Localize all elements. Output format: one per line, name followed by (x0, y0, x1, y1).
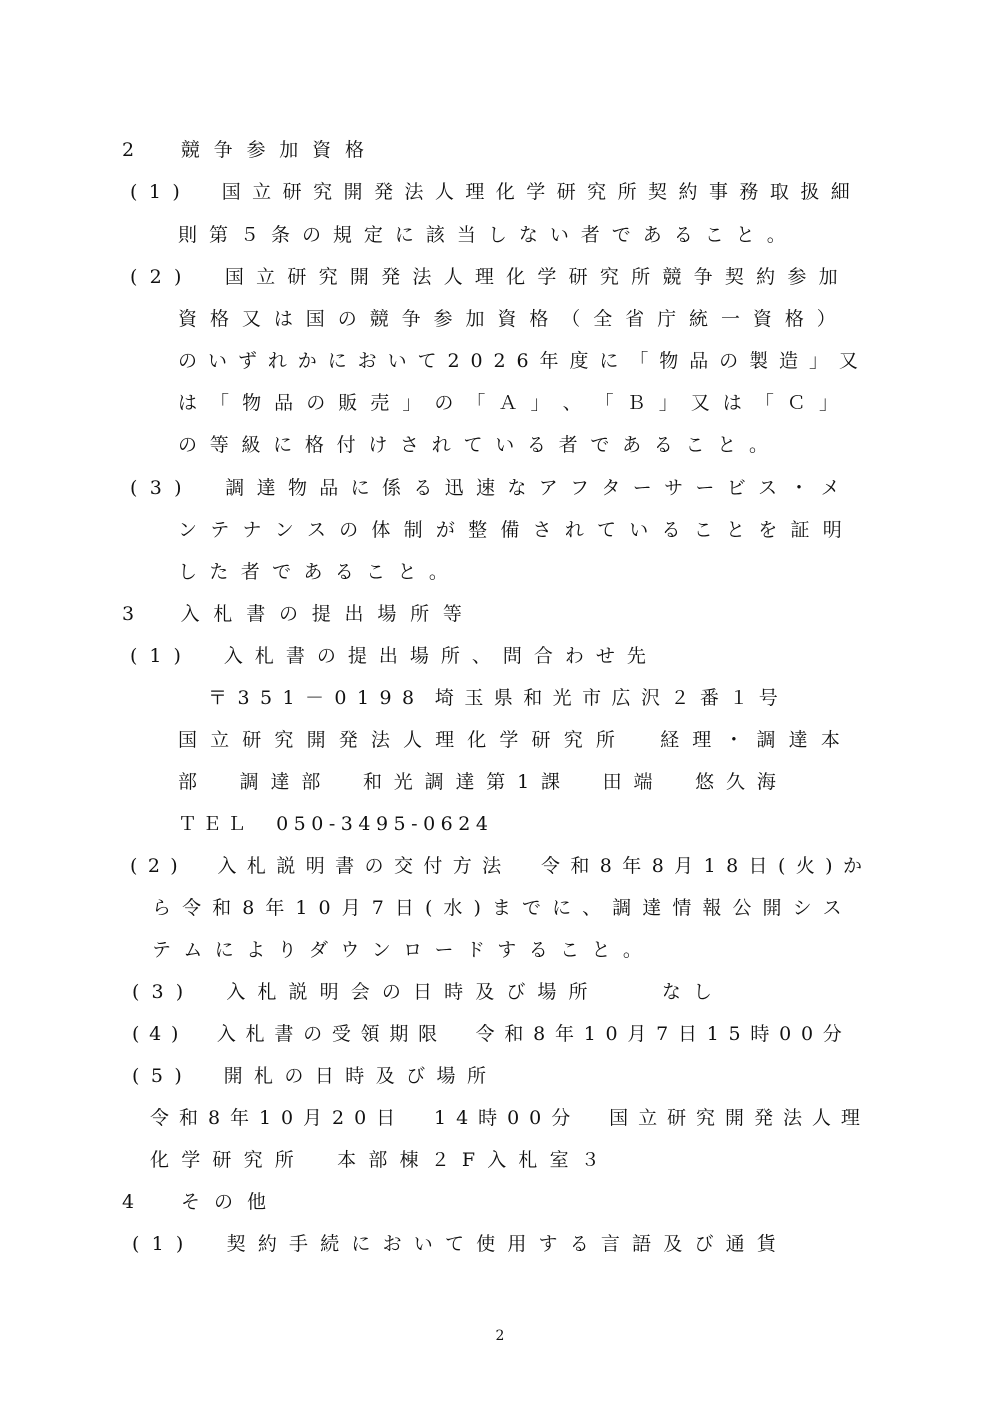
paragraph-line: ( 3 ) 調 達 物 品 に 係 る 迅 速 な ア フ タ ー サ ー ビ ス ・ メ (130, 477, 840, 499)
paragraph-line: ( 3 ) 入 札 説 明 会 の 日 時 及 び 場 所 な し (132, 981, 712, 1003)
paragraph-line: は 「 物 品 の 販 売 」 の 「 Ａ 」 、 「 Ｂ 」 又 は 「 Ｃ 」 (178, 392, 838, 414)
section-heading: 2 競 争 参 加 資 格 (122, 139, 364, 161)
paragraph-line: の い ず れ か に お い て 2 0 2 6 年 度 に 「 物 品 の 製 造 」 又 (178, 350, 858, 372)
paragraph-line: 則 第 ５ 条 の 規 定 に 該 当 し な い 者 で あ る こ と 。 (178, 224, 786, 246)
paragraph-line: ( 1 ) 入 札 書 の 提 出 場 所 、 問 合 わ せ 先 (130, 645, 646, 667)
paragraph-line: の 等 級 に 格 付 け さ れ て い る 者 で あ る こ と 。 (178, 434, 768, 456)
paragraph-line: ( 5 ) 開 札 の 日 時 及 び 場 所 (132, 1065, 486, 1087)
paragraph-line: ン テ ナ ン ス の 体 制 が 整 備 さ れ て い る こ と を 証 明 (178, 519, 842, 541)
paragraph-line: し た 者 で あ る こ と 。 (178, 561, 448, 583)
paragraph-line: ( 1 ) 契 約 手 続 に お い て 使 用 す る 言 語 及 び 通 貨 (132, 1233, 776, 1255)
paragraph-line: 化 学 研 究 所 本 部 棟 ２ F 入 札 室 ３ (150, 1149, 600, 1171)
address-line: 部 調 達 部 和 光 調 達 第 1 課 田 端 悠 久 海 (178, 771, 776, 793)
paragraph-line: ( 4 ) 入 札 書 の 受 領 期 限 令 和 8 年 1 0 月 7 日 1 5 時 0 0 分 (132, 1023, 842, 1045)
paragraph-line: ( 1 ) 国 立 研 究 開 発 法 人 理 化 学 研 究 所 契 約 事 務 取 扱 細 (130, 181, 850, 203)
address-line: 〒 3 5 1 － 0 1 9 8 埼 玉 県 和 光 市 広 沢 ２ 番 １ 号 (208, 687, 778, 709)
page-number: 2 (495, 1328, 505, 1344)
paragraph-line: 令 和 8 年 1 0 月 2 0 日 1 4 時 0 0 分 国 立 研 究 開 発 法 人 理 (150, 1107, 860, 1129)
phone-line: Ｔ Ｅ Ｌ 0 5 0 - 3 4 9 5 - 0 6 2 4 (178, 813, 488, 835)
section-heading: 3 入 札 書 の 提 出 場 所 等 (122, 603, 462, 625)
paragraph-line: 資 格 又 は 国 の 競 争 参 加 資 格 （ 全 省 庁 統 一 資 格 ） (178, 308, 836, 330)
address-line: 国 立 研 究 開 発 法 人 理 化 学 研 究 所 経 理 ・ 調 達 本 (178, 729, 840, 751)
paragraph-line: ( 2 ) 入 札 説 明 書 の 交 付 方 法 令 和 8 年 8 月 1 8 日 ( 火 ) か (130, 855, 862, 877)
section-heading: 4 そ の 他 (122, 1191, 266, 1213)
paragraph-line: ( 2 ) 国 立 研 究 開 発 法 人 理 化 学 研 究 所 競 争 契 約 参 加 (130, 266, 838, 288)
paragraph-line: テ ム に よ り ダ ウ ン ロ ー ド す る こ と 。 (152, 939, 642, 961)
paragraph-line: ら 令 和 8 年 1 0 月 7 日 ( 水 ) ま で に 、 調 達 情 報 公 開 シ ス (152, 897, 842, 919)
